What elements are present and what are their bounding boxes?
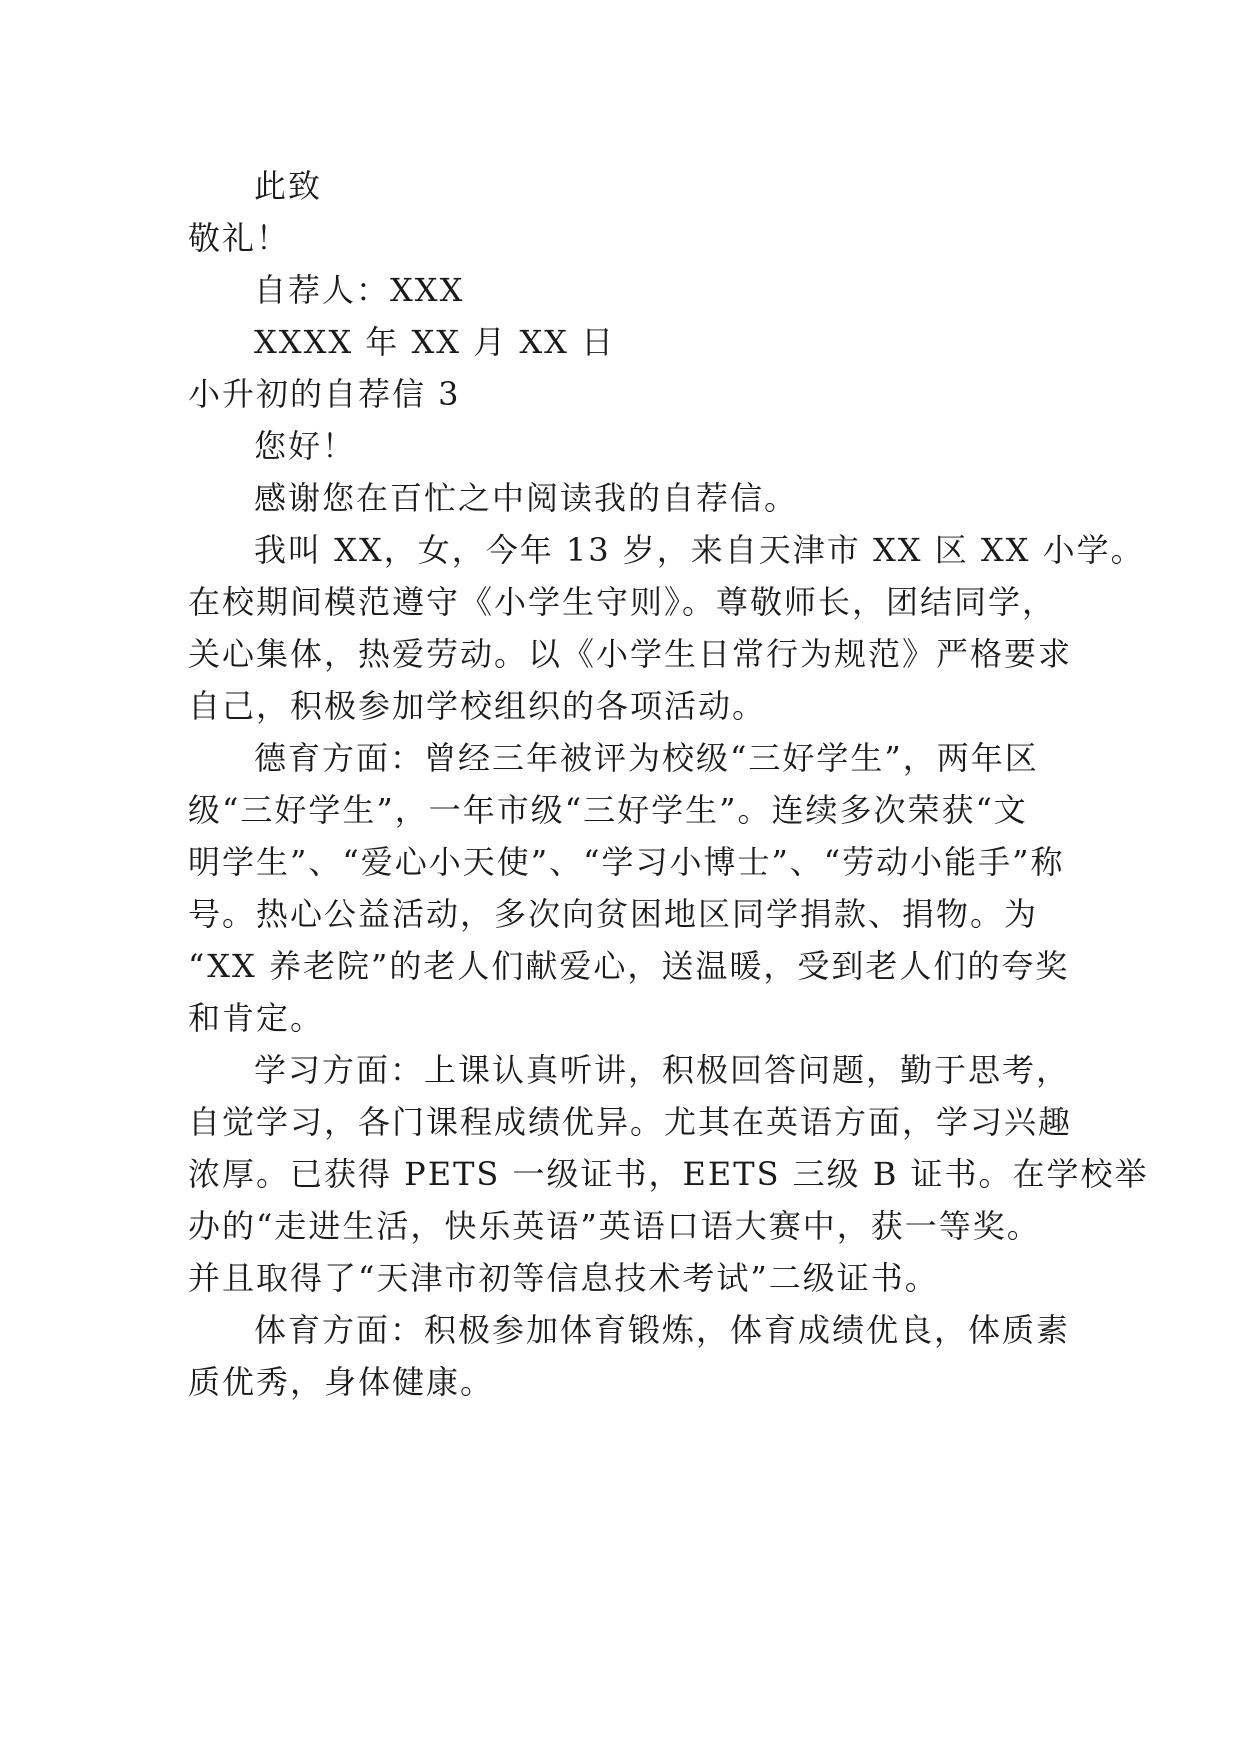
closing-salutation: 此致	[254, 167, 323, 205]
paragraph-line: 号。热心公益活动，多次向贫困地区同学捐款、捐物。为	[188, 895, 1039, 933]
paragraph-line: “XX 养老院”的老人们献爱心，送温暖，受到老人们的夸奖	[188, 947, 1070, 985]
signature: 自荐人：XXX	[254, 271, 465, 309]
section-title: 小升初的自荐信 3	[188, 375, 461, 413]
date-line: XXXX 年 XX 月 XX 日	[254, 323, 616, 361]
paragraph-line: 明学生”、“爱心小天使”、“学习小博士”、“劳动小能手”称	[188, 843, 1065, 881]
paragraph-line: 并且取得了“天津市初等信息技术考试”二级证书。	[188, 1259, 939, 1297]
regards: 敬礼！	[188, 219, 291, 257]
paragraph-line: 关心集体，热爱劳动。以《小学生日常行为规范》严格要求	[188, 635, 1073, 673]
paragraph-line: 德育方面：曾经三年被评为校级“三好学生”，两年区	[254, 739, 1039, 777]
paragraph-line: 学习方面：上课认真听讲，积极回答问题，勤于思考，	[254, 1051, 1071, 1089]
paragraph-line: 和肯定。	[188, 999, 325, 1037]
paragraph-line: 自觉学习，各门课程成绩优异。尤其在英语方面，学习兴趣	[188, 1103, 1073, 1141]
paragraph-line: 我叫 XX，女，今年 13 岁，来自天津市 XX 区 XX 小学。	[254, 531, 1145, 569]
paragraph-line: 级“三好学生”，一年市级“三好学生”。连续多次荣获“文	[188, 791, 1028, 829]
paragraph-line: 质优秀，身体健康。	[188, 1363, 495, 1401]
paragraph-line: 自己，积极参加学校组织的各项活动。	[188, 687, 767, 725]
paragraph-line: 浓厚。已获得 PETS 一级证书，EETS 三级 B 证书。在学校举	[188, 1155, 1149, 1193]
greeting: 您好！	[254, 427, 357, 465]
paragraph-line: 感谢您在百忙之中阅读我的自荐信。	[254, 479, 799, 517]
paragraph-line: 在校期间模范遵守《小学生守则》。尊敬师长，团结同学，	[188, 583, 1057, 621]
paragraph-line: 体育方面：积极参加体育锻炼，体育成绩优良，体质素	[254, 1311, 1071, 1349]
paragraph-line: 办的“走进生活，快乐英语”英语口语大赛中，获一等奖。	[188, 1207, 1041, 1245]
